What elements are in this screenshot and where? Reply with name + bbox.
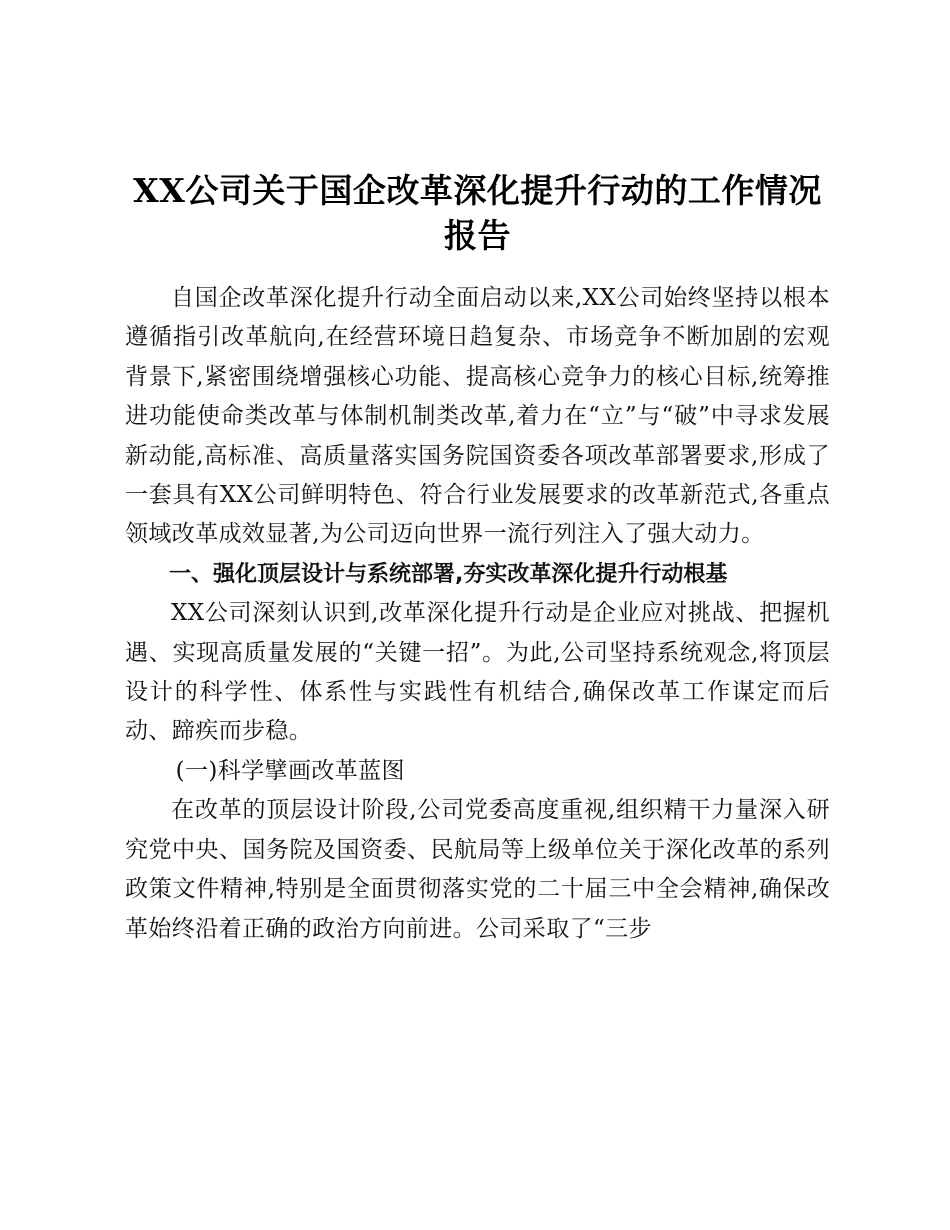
document-page	[125, 168, 830, 949]
document-title-line-1: XX公司关于国企改革深化提升行动的工作情况	[133, 171, 822, 210]
document-title	[125, 168, 830, 258]
intro-paragraph: 自国企改革深化提升行动全面启动以来,XX公司始终坚持以根本遵循指引改革航向,在经营环境日趋复杂、市场竞争不断加剧的宏观背景下,紧密围绕增强核心功能、提高核心竞争力的核心目标,统筹推进功能使命类改革与体制机制类改革,着力在“立”与“破”中寻求发展新动能,高标准、高质量落实国务院国资委各项改革部署要求,形成了一套具有XX公司鲜明特色、符合行业发展要求的改革新范式,各重点领域改革成效显著,为公司迈向世界一流行列注入了强大动力。	[125, 285, 830, 548]
subsection-1-paragraph: 在改革的顶层设计阶段,公司党委高度重视,组织精干力量深入研究党中央、国务院及国资委、民航局等上级单位关于深化改革的系列政策文件精神,特别是全面贯彻落实党的二十届三中全会精神,确保改革始终沿着正确的政治方向前进。公司采取了“三步	[125, 797, 830, 942]
section-heading-1: 一、强化顶层设计与系统部署,夯实改革深化提升行动根基	[169, 561, 728, 587]
section-1-paragraph: XX公司深刻认识到,改革深化提升行动是企业应对挑战、把握机遇、实现高质量发展的“关键一招”。为此,公司坚持系统观念,将顶层设计的科学性、体系性与实践性有机结合,确保改革工作谋定而后动、蹄疾而步稳。	[125, 600, 830, 745]
document-body	[125, 279, 830, 949]
document-title-line-2: 报告	[444, 216, 511, 255]
subsection-heading-1: (一)科学擘画改革蓝图	[175, 757, 405, 784]
